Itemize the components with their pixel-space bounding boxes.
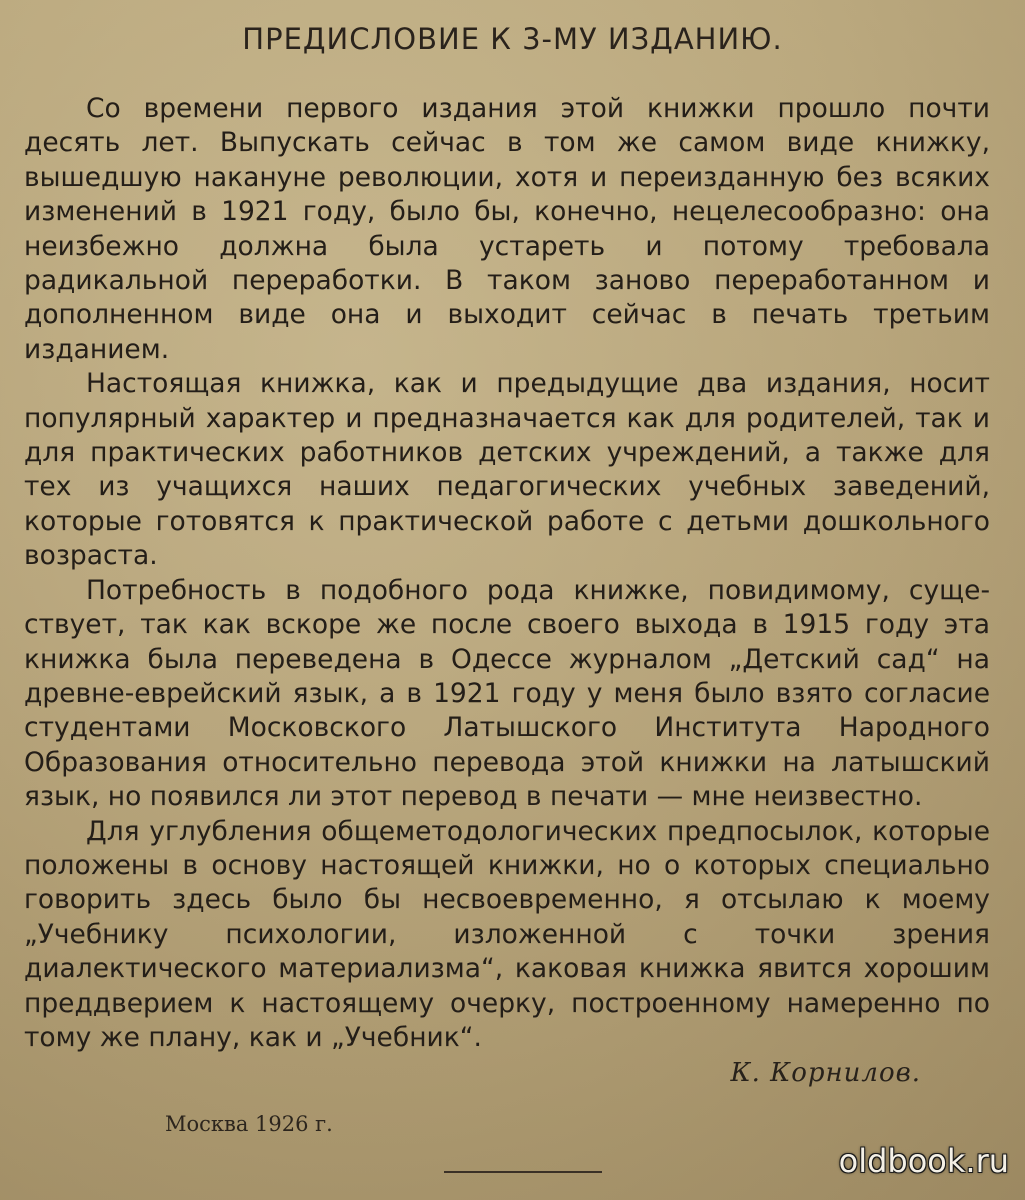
site-watermark: oldbook.ru [838,1142,1009,1180]
paragraph-2: Настоящая книжка, как и предыдущие два издания, носит популярный характер и предназначается как для родителей, так и для практических работников детских учреждений, а также для тех из учащихся наших педагогических учебных заведений, которые готовятся к практической работе с детьми дошкольного возраста. [24,368,990,572]
author-signature: К. Корнилов. [730,1058,921,1088]
paragraph-3: Потребность в подобного рода книжке, повидимому, существует, так как вскоре же после своего выхода в 1915 году эта книжка была переведена в Одессе журналом „Детский сад“ на древне-еврейский язык, а в 1921 году у меня было взято согласие студентами Московского Латышского Института Народного Образования относительно перевода этой книжки на латышский язык, но появился ли этот перевод в печати — мне неизвестно. [24,574,990,813]
paragraph-1: Со времени первого издания этой книжки прошло почти десять лет. Выпускать сейчас в том же самом виде книжку, вышедшую накануне революции, хотя и переизданную без всяких изменений в 1921 году, было бы, конечно, нецелесообразно: она неизбежно должна была устареть и потому требовала радикальной переработки. В таком заново переработанном и дополненном виде она и выходит сейчас в печать третьим изданием. [24,93,990,365]
section-divider [444,1171,602,1173]
page-title: ПРЕДИСЛОВИЕ К 3-МУ ИЗДАНИЮ. [242,22,783,56]
place-date: Москва 1926 г. [165,1112,333,1136]
paragraph-4: Для углубления общеметодологических предпосылок, которые положены в основу настоящей книжки, но о которых специально говорить здесь было бы несвоевременно, я отсылаю к моему „Учебнику психологии, изложенной с точки зрения диалектического материализма“, каковая книжка явится хорошим преддверием к настоящему очерку, построенному намеренно по тому же плану, как и „Учебник“. [24,815,990,1053]
preface-body [24,92,990,1055]
